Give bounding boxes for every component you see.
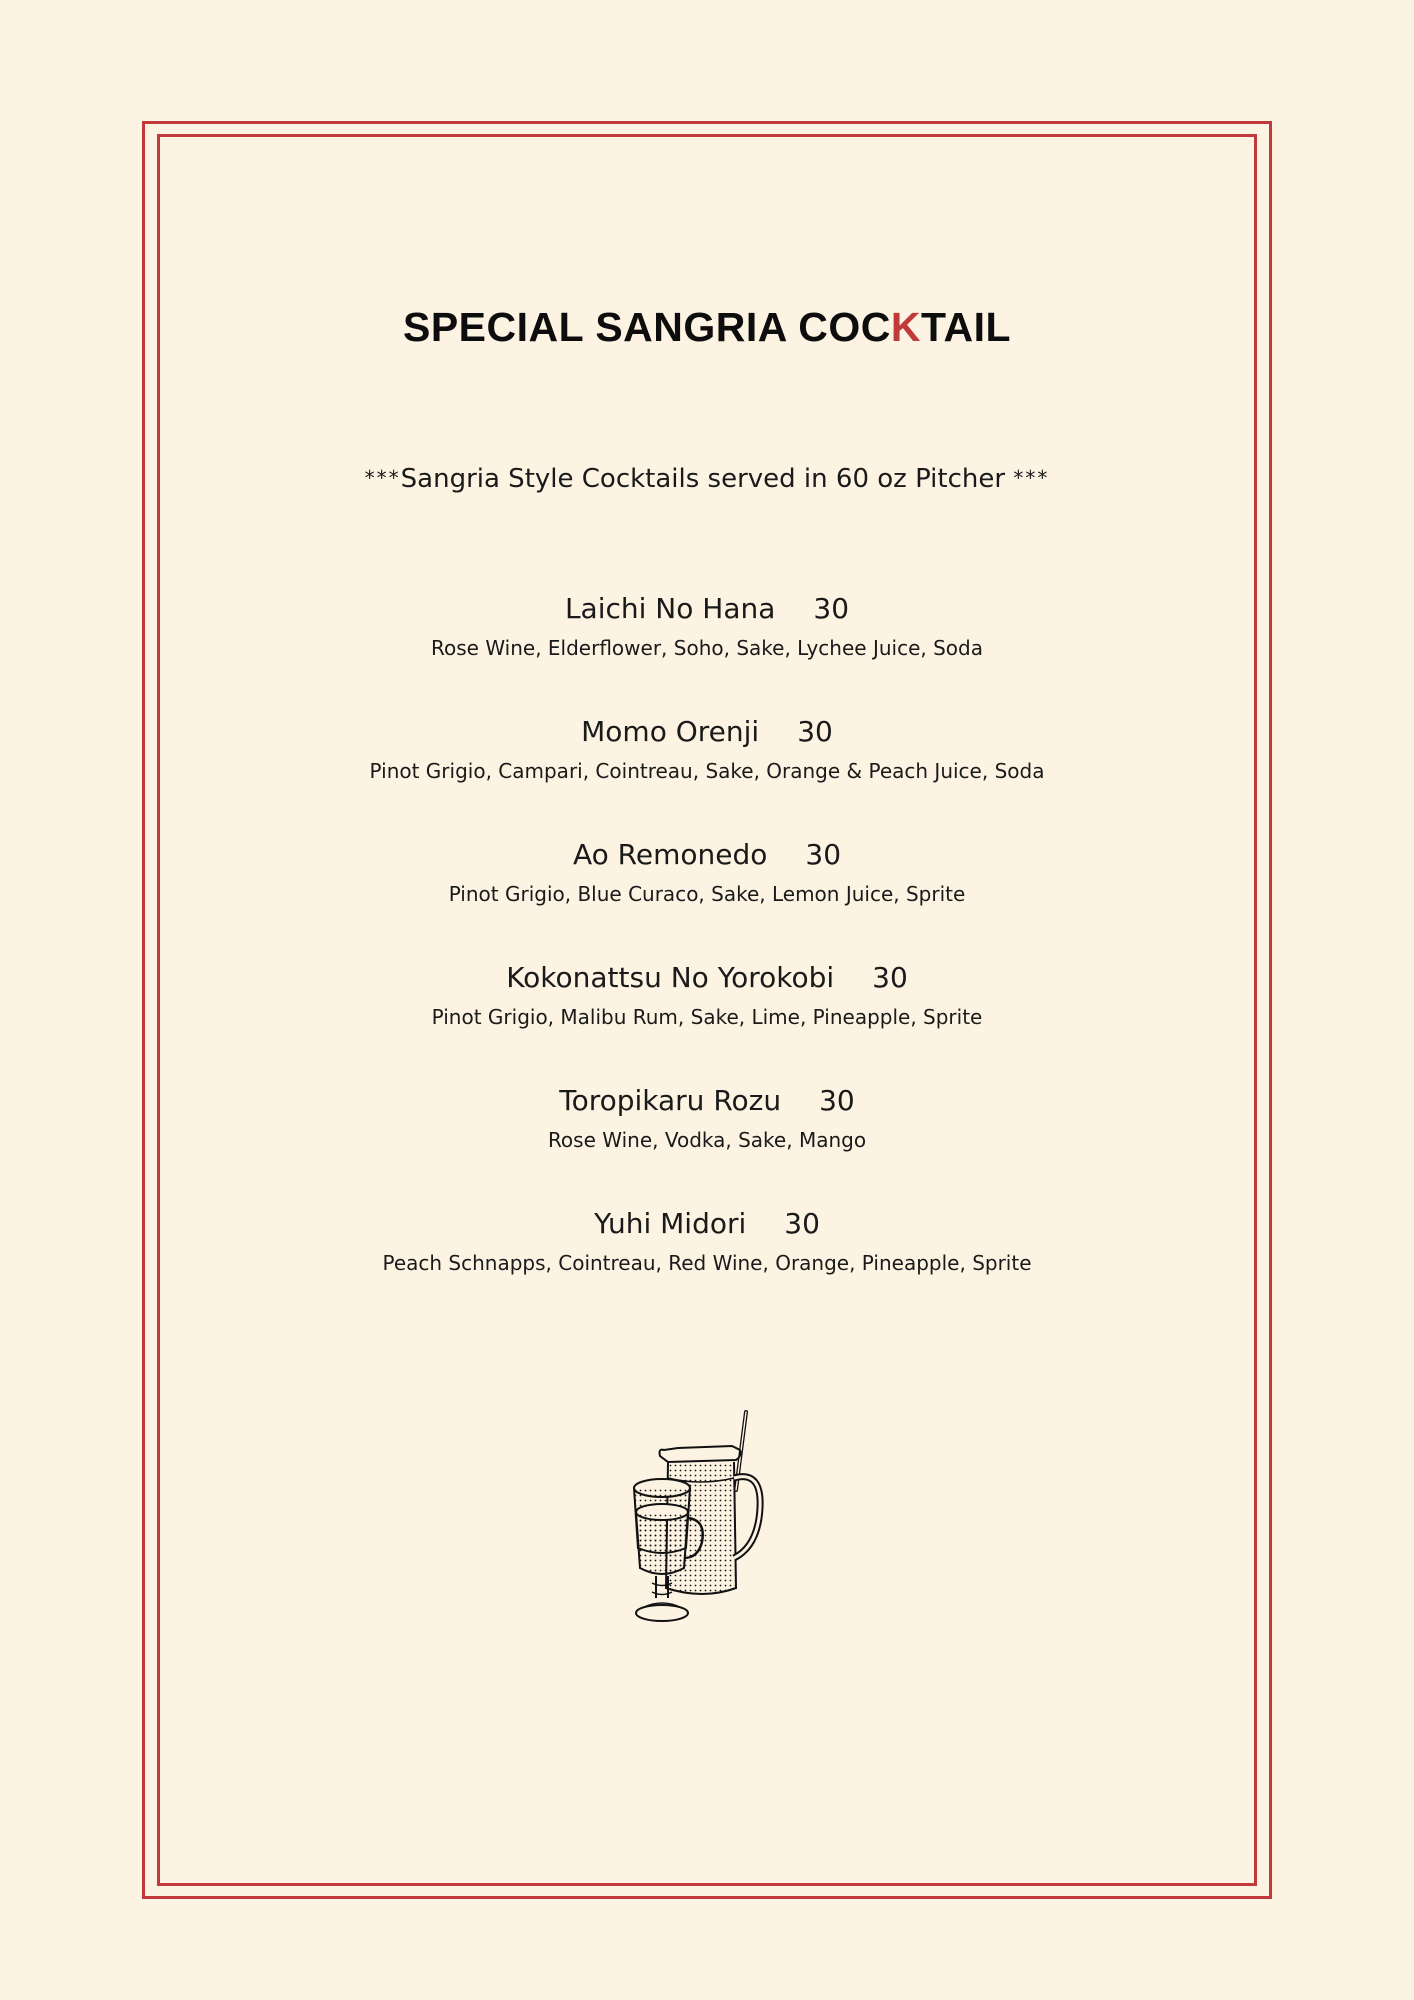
menu-item <box>0 1204 1414 1327</box>
menu-title-prefix: SPECIAL SANGRIA COC <box>402 304 891 350</box>
menu-item-name: Yuhi Midori <box>594 1207 747 1240</box>
menu-item-name: Laichi No Hana <box>564 592 776 625</box>
menu-item-heading <box>0 589 1414 629</box>
menu-item-price: 30 <box>819 1084 855 1117</box>
menu-item-name: Momo Orenji <box>581 715 760 748</box>
menu-item <box>0 835 1414 958</box>
menu-item-heading <box>0 712 1414 752</box>
menu-item-price: 30 <box>813 592 850 625</box>
menu-item <box>0 712 1414 835</box>
menu-item-name: Ao Remonedo <box>572 838 768 871</box>
menu-item <box>0 589 1414 712</box>
menu-item-heading <box>0 958 1414 998</box>
menu-item-description: Rose Wine, Elderflower, Soho, Sake, Lychee Juice, Soda <box>431 636 983 660</box>
menu-item <box>0 1081 1414 1204</box>
subtitle-stars-left: *** <box>364 466 401 490</box>
menu-item-price: 30 <box>797 715 833 748</box>
subtitle-stars-right: *** <box>1013 466 1050 490</box>
menu-title-suffix: TAIL <box>920 304 1012 350</box>
menu-item-price: 30 <box>784 1207 820 1240</box>
menu-item-description: Pinot Grigio, Blue Curaco, Sake, Lemon Juice, Sprite <box>448 882 966 906</box>
menu-title-accent-letter: K <box>890 304 921 350</box>
menu-item-description: Pinot Grigio, Malibu Rum, Sake, Lime, Pineapple, Sprite <box>431 1005 983 1029</box>
menu-item-price: 30 <box>805 838 842 871</box>
menu-subtitle <box>0 464 1414 494</box>
menu-item-name: Kokonattsu No Yorokobi <box>506 961 835 994</box>
menu-item-list <box>0 589 1414 1327</box>
menu-item-name: Toropikaru Rozu <box>559 1084 782 1117</box>
menu-item-description: Pinot Grigio, Campari, Cointreau, Sake, Orange & Peach Juice, Soda <box>369 759 1045 783</box>
menu-item-price: 30 <box>872 961 908 994</box>
subtitle-text: Sangria Style Cocktails served in 60 oz Pitcher <box>400 464 1014 494</box>
sangria-pitcher-and-glasses-icon <box>628 1408 788 1628</box>
menu-item <box>0 958 1414 1081</box>
menu-item-heading <box>0 835 1414 875</box>
menu-item-description: Rose Wine, Vodka, Sake, Mango <box>547 1128 867 1152</box>
menu-item-description: Peach Schnapps, Cointreau, Red Wine, Orange, Pineapple, Sprite <box>382 1251 1032 1275</box>
menu-title <box>0 304 1414 351</box>
menu-item-heading <box>0 1204 1414 1244</box>
menu-item-heading <box>0 1081 1414 1121</box>
